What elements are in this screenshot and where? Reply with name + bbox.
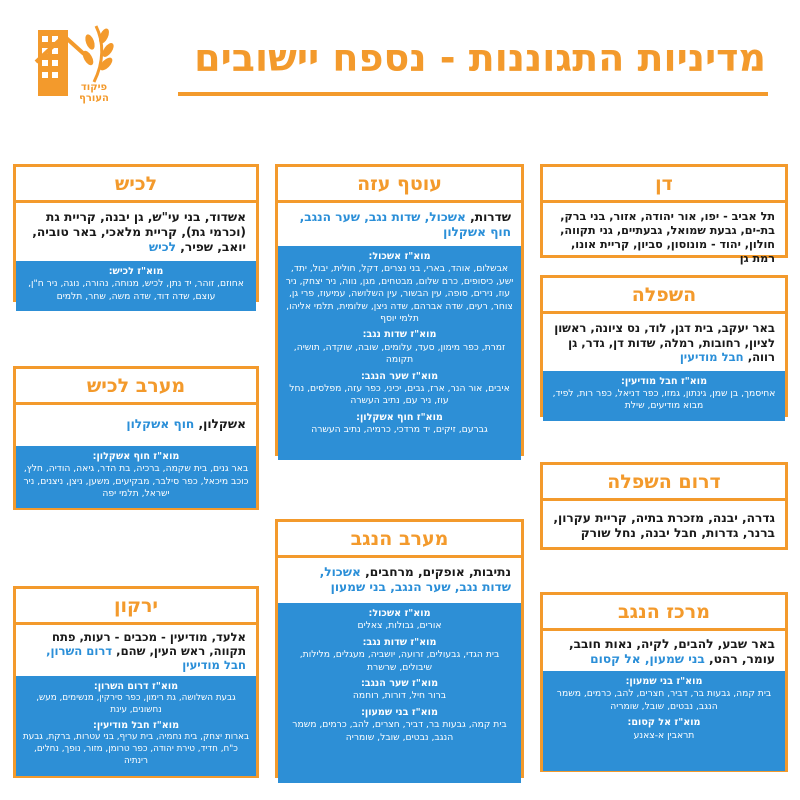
region-main-text — [16, 405, 256, 446]
region-header: מרכז הנגב — [543, 595, 785, 631]
council-title: מוא"ז בני שמעון: — [361, 706, 438, 718]
council-title: מוא"ז חבל מודיעין: — [620, 375, 708, 387]
region-cities: גדרה, יבנה, מזכרת בתיה, קריית עקרון, ברנר, גדרות, חבל יבנה, נחל שורק — [553, 511, 775, 540]
council-title: מוא"ז אשכול: — [368, 251, 431, 262]
council-settlements: ברור חיל, דורות, רוחמה — [352, 690, 447, 702]
region-main-text — [543, 203, 785, 272]
region-main-text — [543, 501, 785, 547]
region-card-maarav-lachish — [13, 366, 259, 510]
council-title: מוא"ז חוף אשקלון: — [92, 451, 180, 462]
region-councils — [543, 671, 785, 771]
region-card-dan — [540, 164, 788, 265]
region-cities: שדרות, — [470, 210, 511, 224]
region-main-text — [278, 558, 521, 603]
council-settlements: אורים, גבולות, צאלים — [357, 620, 442, 632]
region-cities: אשקלון, — [198, 417, 246, 431]
council-settlements: גברעם, זיקים, יד מרדכי, כרמיה, נתיב העשרה — [311, 424, 488, 436]
region-councils — [16, 676, 256, 776]
region-councils — [278, 246, 521, 460]
region-councils — [16, 261, 256, 311]
region-cities: תל אביב - יפו, אור יהודה, אזור, בני ברק, בת-ים, גבעת שמואל, גבעתיים, גני תקווה, חולון, יהוד - מונוסון, סביון, קריית אונו, רמת גן — [560, 210, 775, 265]
council-settlements: בית קמה, גבעות בר, דביר, חצרים, להב, כרמים, משמר הנגב, נבטים, שובל, שומריה — [556, 688, 772, 712]
council-settlements: אבשלום, אוהד, בארי, בני נצרים, דקל, חולית, יבול, יתד, ישע, כיסופים, כרם שלום, מבטחים, מגן, נווה, ניר יצחק, ניר עוז, נירים, סופה, עין הבשור, עין השלושה, עמיעוז, פרי גן, צוחר, רעים, שדה אברהם, שדה ניצן, שלומית, תלמי אליהו, תלמי יוסף — [285, 263, 514, 325]
region-main-text — [543, 314, 785, 371]
council-title: מוא"ז חוף אשקלון: — [356, 411, 443, 423]
council-title: מוא"ז דרום השרון: — [93, 681, 179, 692]
page-title: מדיניות התגוננות - נספח יישובים — [194, 36, 766, 80]
council-title: מוא"ז שדות נגב: — [362, 636, 437, 648]
region-main-text — [16, 625, 256, 676]
region-cities: נתיבות, אופקים, מרחבים, — [365, 565, 511, 579]
region-card-lachish — [13, 164, 259, 302]
region-header: מערב הנגב — [278, 522, 521, 558]
region-card-yarkon — [13, 586, 259, 778]
region-cities: באר יעקב, בית דגן, לוד, נס ציונה, ראשון לציון, רחובות, רמלה, שדות דן, גדר, גן רווה, — [554, 321, 775, 364]
region-header: מערב לכיש — [16, 369, 256, 405]
region-main-text — [16, 203, 256, 261]
region-highlight: אשכול, שדות נגב, שער הנגב, חוף אשקלון — [299, 210, 511, 239]
region-cities: אשדוד, בני עי"ש, גן יבנה, קריית גת (וכרמי גת), קריית מלאכי, באר טוביה, יואב, שפיר, — [32, 210, 246, 254]
region-header: דן — [543, 167, 785, 203]
region-cities: באר שבע, להבים, לקיה, נאות חובב, עומר, רהט, — [568, 637, 775, 666]
region-card-merkaz-hanegev — [540, 592, 788, 772]
council-title: מוא"ז אל קסום: — [627, 717, 701, 729]
council-settlements: בית הגדי, גבעולים, זרועה, יושביה, מעגלים, מלילות, שיבולים, שרשרת — [299, 649, 500, 673]
council-title: מוא"ז שער הנגב: — [360, 678, 439, 690]
council-settlements: תראבין א-צאנע — [633, 729, 695, 741]
council-settlements: אחוזם, זוהר, יד נתן, לכיש, מנוחה, נהורה, נוגה, ניר ח"ן, עוצם, שדה דוד, שדה משה, שחר, תלמים — [28, 278, 244, 302]
logo-emblem-icon — [34, 22, 120, 102]
region-header: ירקון — [16, 589, 256, 625]
council-title: מוא"ז חבל מודיעין: — [92, 720, 180, 732]
region-councils — [16, 446, 256, 508]
region-card-maarav-hanegev — [275, 519, 524, 778]
council-settlements: גבעת השלושה, גת רימון, כפר סירקין, מנשימים, מעש, נחשונים, עינת — [36, 692, 236, 715]
region-highlight: חוף אשקלון — [126, 417, 195, 431]
council-settlements: זמרת, כפר מימון, סעד, עלומים, שובה, שוקדה, תושיה, תקומה — [293, 341, 506, 366]
region-councils — [543, 371, 785, 421]
region-header: השפלה — [543, 278, 785, 314]
council-settlements: בארות יצחק, בית נחמיה, בית עריף, בני עטרות, ברקת, גבעת כ"ח, חדיד, טירת יהודה, כפר טרומן, מזור, נופך, נחלים, רינתיה — [22, 732, 250, 766]
region-highlight: לכיש — [148, 240, 176, 254]
council-settlements: באר גנים, בית שקמה, ברכיה, בת הדר, גיאה, הודיה, חלץ, כוכב מיכאל, כפר סילבר, מבקיעים, משען, ניצן, ניצנים, ניר ישראל, תלמי יפה — [23, 463, 249, 500]
region-councils — [278, 603, 521, 783]
logo-text-line1: פיקוד — [80, 82, 108, 93]
region-highlight: חבל מודיעין — [679, 350, 744, 364]
region-highlight: בני שמעון, אל קסום — [590, 652, 705, 666]
council-title: מוא"ז שער הנגב: — [360, 370, 439, 382]
region-header: עוטף עזה — [278, 167, 521, 203]
region-main-text — [543, 631, 785, 671]
region-card-darom-hashfela — [540, 462, 788, 550]
home-front-command-logo — [34, 22, 120, 102]
region-highlight: דרום השרון, חבל מודיעין — [46, 644, 246, 672]
council-title: מוא"ז שדות נגב: — [362, 329, 437, 341]
region-card-otef-aza — [275, 164, 524, 456]
council-settlements: אחיסמך, בן שמן, גינתון, גמזו, כפר דניאל, כפר רות, לפיד, מבוא מודיעים, שילת — [552, 387, 776, 412]
council-title: מוא"ז אשכול: — [368, 608, 431, 619]
council-settlements: איבים, אור הנר, ארז, גבים, יכיני, כפר עזה, מפלסים, נחל עוז, ניר עם, נתיב העשרה — [289, 383, 510, 407]
region-card-hashfela — [540, 275, 788, 417]
region-header: לכיש — [16, 167, 256, 203]
council-settlements: בית קמה, גבעות בר, דביר, חצרים, להב, כרמים, משמר הנגב, נבטים, שובל, שומריה — [292, 719, 507, 743]
region-main-text — [278, 203, 521, 246]
title-underline — [178, 92, 768, 96]
council-title: מוא"ז לכיש: — [108, 266, 164, 277]
region-highlight: אשכול, שדות נגב, שער הנגב, בני שמעון — [319, 565, 511, 594]
council-title: מוא"ז בני שמעון: — [625, 676, 703, 687]
region-header: דרום השפלה — [543, 465, 785, 501]
logo-text-line2: העורף — [79, 93, 109, 104]
region-cities: אלעד, מודיעין - מכבים - רעות, פתח תקווה, ראש העין, שהם, — [52, 630, 246, 658]
